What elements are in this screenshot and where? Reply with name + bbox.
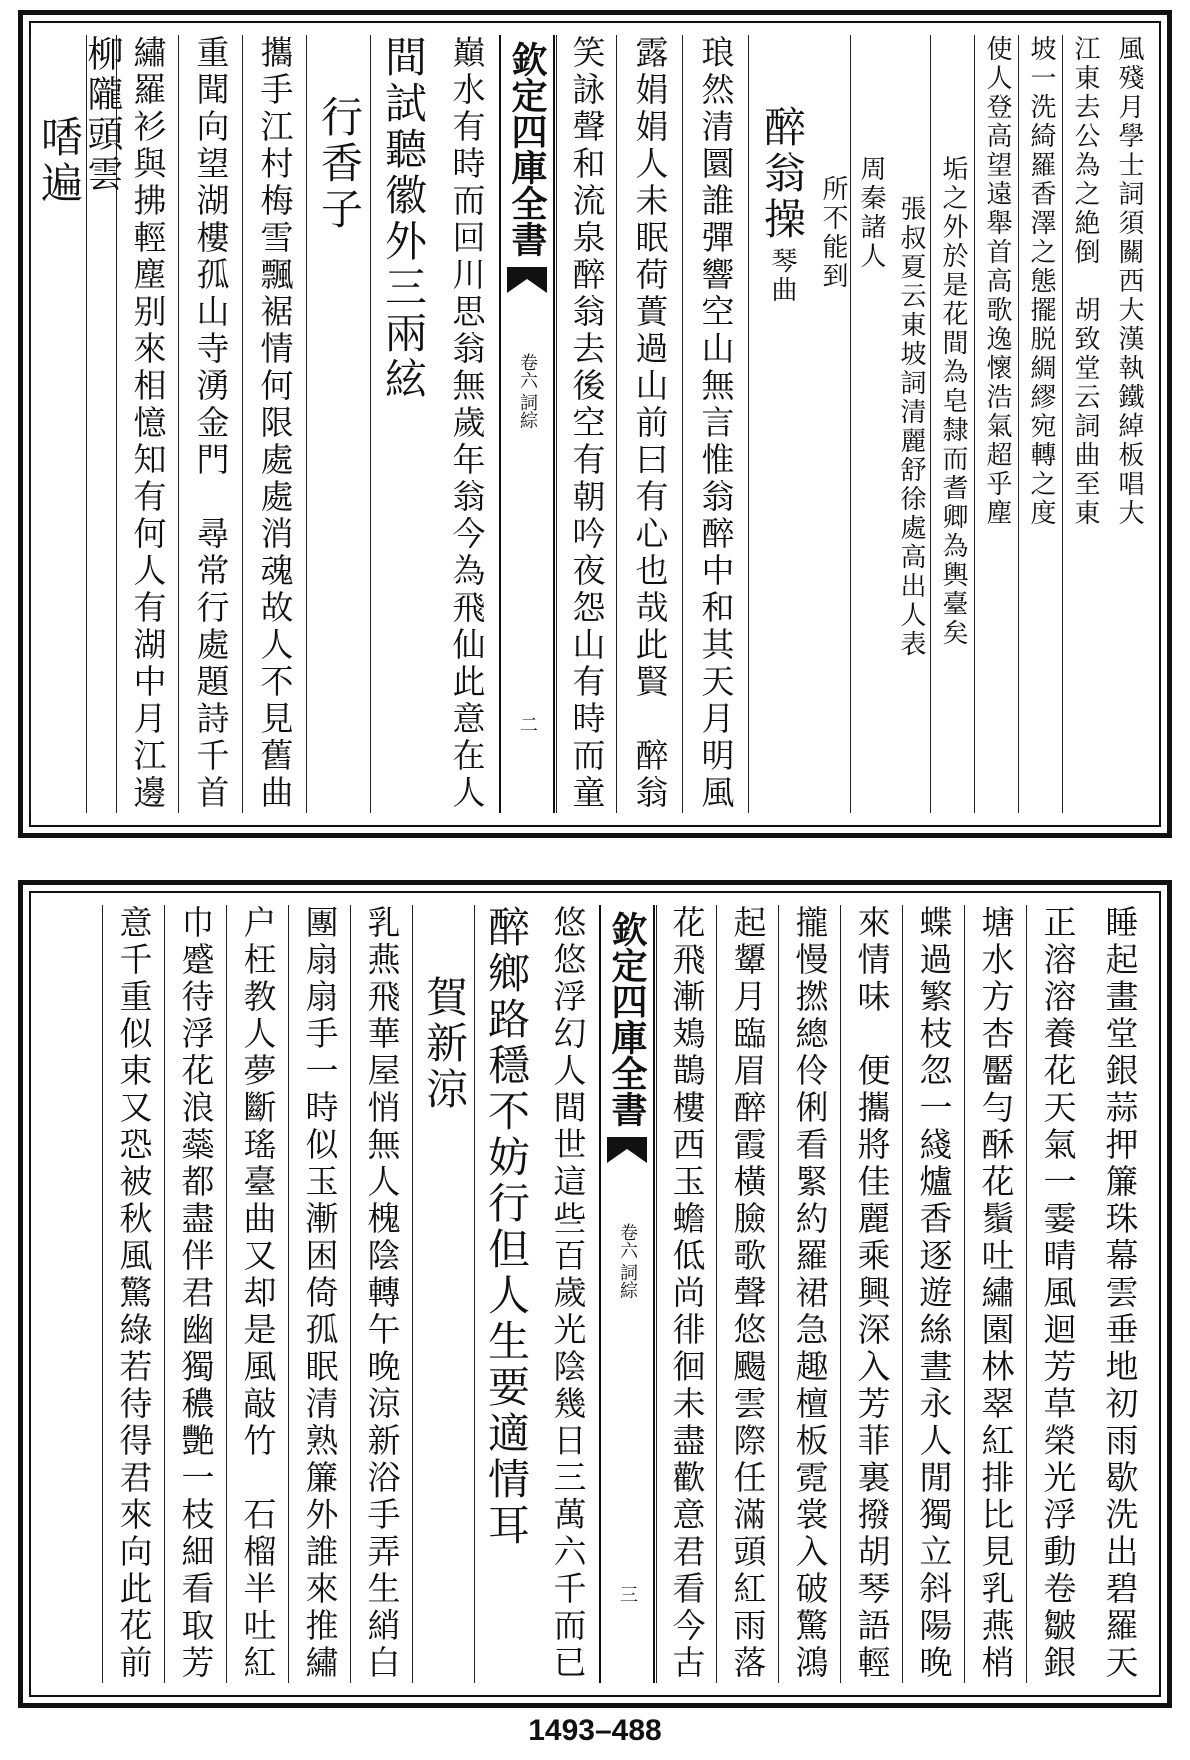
text-column — [412, 905, 475, 1683]
poem-text: 悠悠浮幻人間世這些百歲光陰幾日三萬六千而已 — [548, 905, 588, 1682]
text-column — [850, 35, 891, 813]
volume-label — [514, 353, 540, 429]
text-column — [840, 905, 903, 1683]
text-column — [474, 905, 537, 1683]
text-column — [1026, 905, 1089, 1683]
text-column — [435, 35, 499, 813]
poem-text: 意千重似束又恐被秋風驚綠若待得君來向此花前 — [114, 905, 154, 1682]
poem-text: 户枉教人夢斷瑤臺曲又却是風敲竹 石榴半吐紅 — [238, 905, 278, 1682]
text-column — [1062, 35, 1107, 813]
text-column — [350, 905, 413, 1683]
text-column — [306, 35, 371, 813]
text-column — [1018, 35, 1063, 813]
commentary-text: 張叔夏云東坡詞清麗舒徐處高出人表 — [896, 195, 926, 659]
page-number: 三 — [617, 1585, 638, 1603]
top-page-frame — [29, 21, 1161, 827]
poem-text: 睡起畫堂銀蒜押簾珠幕雲垂地初雨歇洗出碧羅天 — [1100, 905, 1140, 1682]
text-column — [30, 35, 87, 813]
bottom-page-frame — [29, 891, 1161, 1697]
poem-text: 露娟娟人未眠荷蕢過山前曰有心也哉此賢 醉翁 — [630, 35, 670, 812]
book-title: 欽定四庫全書 — [506, 41, 548, 257]
poem-text: 笑詠聲和流泉醉翁去後空有朝吟夜怨山有時而童 — [567, 35, 607, 812]
poem-title-note: 琴曲 — [767, 247, 797, 305]
commentary-text: 坡一洗綺羅香澤之態擺脱綢繆宛轉之度 — [1026, 35, 1056, 528]
poem-text: 琅然清圜誰彈響空山無言惟翁醉中和其天月明風 — [696, 35, 736, 812]
poem-text: 醉鄉路穩不妨行但人生要適情耳 — [482, 905, 531, 1549]
volume-label — [614, 1223, 640, 1299]
fishtail-mark-icon — [607, 1137, 647, 1163]
poem-text: 攏慢撚總伶俐看緊約羅裙急趣檀板霓裳入破驚鴻 — [790, 905, 830, 1682]
text-column — [537, 905, 599, 1683]
text-column — [164, 905, 227, 1683]
commentary-text: 江東去公為之絶倒 胡致堂云詞曲至東 — [1070, 35, 1100, 528]
text-column — [964, 905, 1027, 1683]
text-column — [116, 35, 179, 813]
page-number: 二 — [517, 715, 538, 733]
text-column — [102, 905, 165, 1683]
poem-text: 柳隴頭雲 — [82, 35, 123, 195]
commentary-text: 風殘月學士詞須關西大漢執鐵綽板唱大 — [1114, 35, 1144, 528]
poem-text: 乳燕飛華屋悄無人槐陰轉午晚涼新浴手弄生綃白 — [362, 905, 402, 1682]
collection-name: 詞綜 — [617, 1263, 638, 1299]
poem-title: 行香子 — [315, 95, 364, 233]
center-gutter — [499, 35, 555, 813]
text-column — [891, 35, 931, 813]
text-column — [616, 35, 683, 813]
bottom-page — [18, 880, 1172, 1708]
collection-name: 詞綜 — [517, 393, 538, 429]
poem-text: 間試聽徽外三兩絃 — [379, 35, 428, 403]
text-column — [370, 35, 435, 813]
poem-text: 攜手江村梅雪飄裾情何限處處消魂故人不見舊曲 — [255, 35, 295, 812]
text-column — [556, 35, 617, 813]
page-footer-number: 1493–488 — [528, 1714, 662, 1747]
poem-text: 正溶溶養花天氣一霎晴風迴芳草榮光浮動卷皺銀 — [1038, 905, 1078, 1682]
text-column — [178, 35, 243, 813]
volume-number: 卷六 — [517, 353, 538, 389]
commentary-text: 周秦諸人 — [856, 155, 886, 271]
book-title: 欽定四庫全書 — [606, 911, 648, 1127]
commentary-text: 使人登高望遠舉首高歌逸懷浩氣超乎塵 — [982, 35, 1012, 528]
text-column — [974, 35, 1019, 813]
poem-text: 重聞向望湖樓孤山寺湧金門 尋常行處題詩千首 — [191, 35, 231, 812]
poem-text: 來情味 便攜將佳麗乘興深入芳菲裏撥胡琴語輕 — [852, 905, 892, 1682]
poem-text: 塘水方杏靨勻酥花鬚吐繡園林翠紅排比見乳燕梢 — [976, 905, 1016, 1682]
poem-text: 巔水有時而回川思翁無歲年翁今為飛仙此意在人 — [447, 35, 487, 812]
fishtail-mark-icon — [507, 267, 547, 293]
text-column — [656, 905, 717, 1683]
poem-text: 花飛漸鳷鵲樓西玉蟾低尚徘徊未盡歡意君看今古 — [667, 905, 707, 1682]
center-gutter — [599, 905, 655, 1683]
text-column — [82, 35, 123, 813]
poem-text: 蝶過繁枝忽一綫爐香逐遊絲晝永人閒獨立斜陽晚 — [914, 905, 954, 1682]
text-column — [226, 905, 289, 1683]
poem-title: 㗍遍 — [35, 115, 84, 207]
text-column — [815, 35, 851, 813]
poem-title: 醉翁操 — [758, 105, 807, 243]
text-column — [778, 905, 841, 1683]
text-column — [716, 905, 779, 1683]
text-column — [748, 35, 815, 813]
poem-text: 繡羅衫與拂輕塵别來相憶知有何人有湖中月江邊 — [128, 35, 168, 812]
text-column — [1089, 905, 1151, 1683]
text-column — [288, 905, 351, 1683]
volume-number: 卷六 — [617, 1223, 638, 1259]
text-column — [242, 35, 307, 813]
commentary-text: 垢之外於是花間為皂隸而耆卿為輿臺矣 — [938, 155, 968, 648]
commentary-text: 所不能到 — [818, 175, 848, 291]
poem-title: 賀新涼 — [420, 975, 469, 1113]
text-column — [1107, 35, 1151, 813]
text-column — [682, 35, 749, 813]
poem-text: 起顰月臨眉醉霞橫臉歌聲悠颺雲際任滿頭紅雨落 — [728, 905, 768, 1682]
top-page — [18, 10, 1172, 838]
text-column — [930, 35, 975, 813]
poem-text: 團扇扇手一時似玉漸困倚孤眠清熟簾外誰來推繡 — [300, 905, 340, 1682]
poem-text: 巾蹙待浮花浪蘂都盡伴君幽獨穠艷一枝細看取芳 — [176, 905, 216, 1682]
text-column — [902, 905, 965, 1683]
